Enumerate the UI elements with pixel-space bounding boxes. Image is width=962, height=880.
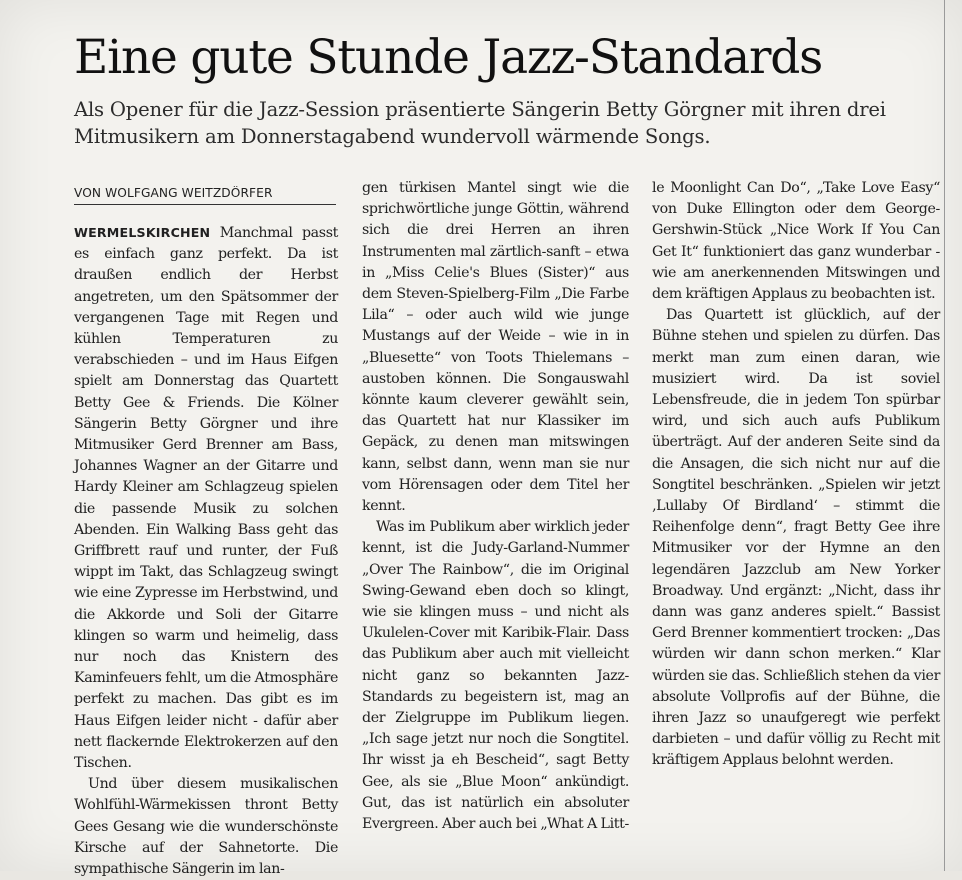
text-column-1: [74, 222, 338, 880]
paragraph: [74, 222, 338, 774]
paragraph: gen türkisen Mantel singt wie die sprichwörtliche junge Göttin, während sich die drei Herren an ihren Instrumenten mal zärtlich-sanft – etwa in „Miss Celie's Blues (Sister)“ aus dem Steven-Spielberg-Film „Die Farbe Lila“ – oder auch wild wie junge Mustangs auf der Weide – wie in in „Bluesette“ von Toots Thielemans – austoben können. Die Songauswahl könnte kaum cleverer gewählt sein, das Quartett hat nur Klassiker im Gepäck, zu denen man mitswingen kann, selbst dann, wenn man sie nur vom Hörensagen oder dem Titel her kennt.: [362, 180, 629, 515]
paragraph: Das Quartett ist glücklich, auf der Bühne stehen und spielen zu dürfen. Das merkt man zum einen daran, wie musiziert wird. Da ist soviel Lebensfreude, die in jedem Ton spürbar wird, und sich auch aufs Publikum überträgt. Auf der anderen Seite sind da die Ansagen, die sich nicht nur auf die Songtitel beschränken. „Spielen wir jetzt ‚Lullaby Of Birdland‘ – stimmt die Reihenfolge denn“, fragt Betty Gee ihre Mitmusiker vor der Hymne an den legendären Jazzclub am New Yorker Broadway. Und ergänzt: „Nicht, dass ihr dann was ganz anderes spielt.“ Bassist Gerd Brenner kommentiert trocken: „Das würden wir dann schon merken.“ Klar würden sie das. Schließlich stehen da vier absolute Vollprofis auf der Bühne, die ihren Jazz so unaufgeregt wie perfekt darbieten – und dafür völlig zu Recht mit kräftigem Applaus belohnt werden.: [652, 307, 940, 769]
paragraph-text: Manchmal passt es einfach ganz perfekt. Da ist draußen endlich der Herbst angetreten, um den Spätsommer der vergangenen Tage mit Regen und kühlen Temperaturen zu verabschieden – und im Haus Eifgen spielt am Donnerstag das Quartett Betty Gee & Friends. Die Kölner Sängerin Betty Görgner und ihre Mitmusiker Gerd Brenner am Bass, Johannes Wagner an der Gitarre und Hardy Kleiner am Schlagzeug spielen die passende Musik zu solchen Abenden. Ein Walking Bass geht das Griffbrett rauf und runter, der Fuß wippt im Takt, das Schlagzeug swingt wie eine Zypresse im Herbstwind, und die Akkorde und Soli der Gitarre klingen so warm und heimelig, dass nur noch das Knistern des Kaminfeuers fehlt, um die Atmosphäre perfekt zu machen. Das gibt es im Haus Eifgen leider nicht - dafür aber nett flackernde Elektrokerzen auf den Tischen.: [74, 225, 338, 772]
paragraph: le Moonlight Can Do“, „Take Love Easy“ von Duke Ellington oder dem George-Gershwin-Stück „Nice Work If You Can Get It“ funktioniert das ganz wunderbar - wie am anerkennenden Mitswingen und dem kräftigen Applaus zu beobachten ist.: [652, 180, 940, 303]
paragraph: Und über diesem musikalischen Wohlfühl-Wärmekissen thront Betty Gees Gesang wie die wunderschönste Kirsche auf der Sahnetorte. Die sympathische Sängerin im lan-: [74, 776, 338, 878]
paragraph: Was im Publikum aber wirklich jeder kennt, ist die Judy-Garland-Nummer „Over The Rainbow“, die im Original Swing-Gewand eben doch so klingt, wie sie klingen muss – und nicht als Ukulelen-Cover mit Karibik-Flair. Dass das Publikum aber auch mit vielleicht nicht ganz so bekannten Jazz-Standards zu begeistern ist, mag an der Zielgruppe im Publikum liegen. „Ich sage jetzt nur noch die Songtitel. Ihr wisst ja eh Bescheid“, sagt Betty Gee, als sie „Blue Moon“ ankündigt. Gut, das ist natürlich ein absoluter Evergreen. Aber auch bei „What A Litt-: [362, 519, 629, 833]
lead-paragraph: Als Opener für die Jazz-Session präsentierte Sängerin Betty Görgner mit ihren drei Mitmusikern am Donnerstagabend wundervoll wärmende Songs.: [74, 98, 886, 148]
page-edge-line: [944, 0, 945, 871]
byline: VON WOLFGANG WEITZDÖRFER: [74, 186, 336, 205]
text-column-3: [652, 178, 940, 772]
headline: Eine gute Stunde Jazz-Standards: [74, 30, 823, 85]
text-column-2: [362, 178, 629, 835]
dateline: WERMELSKIRCHEN: [74, 225, 211, 240]
